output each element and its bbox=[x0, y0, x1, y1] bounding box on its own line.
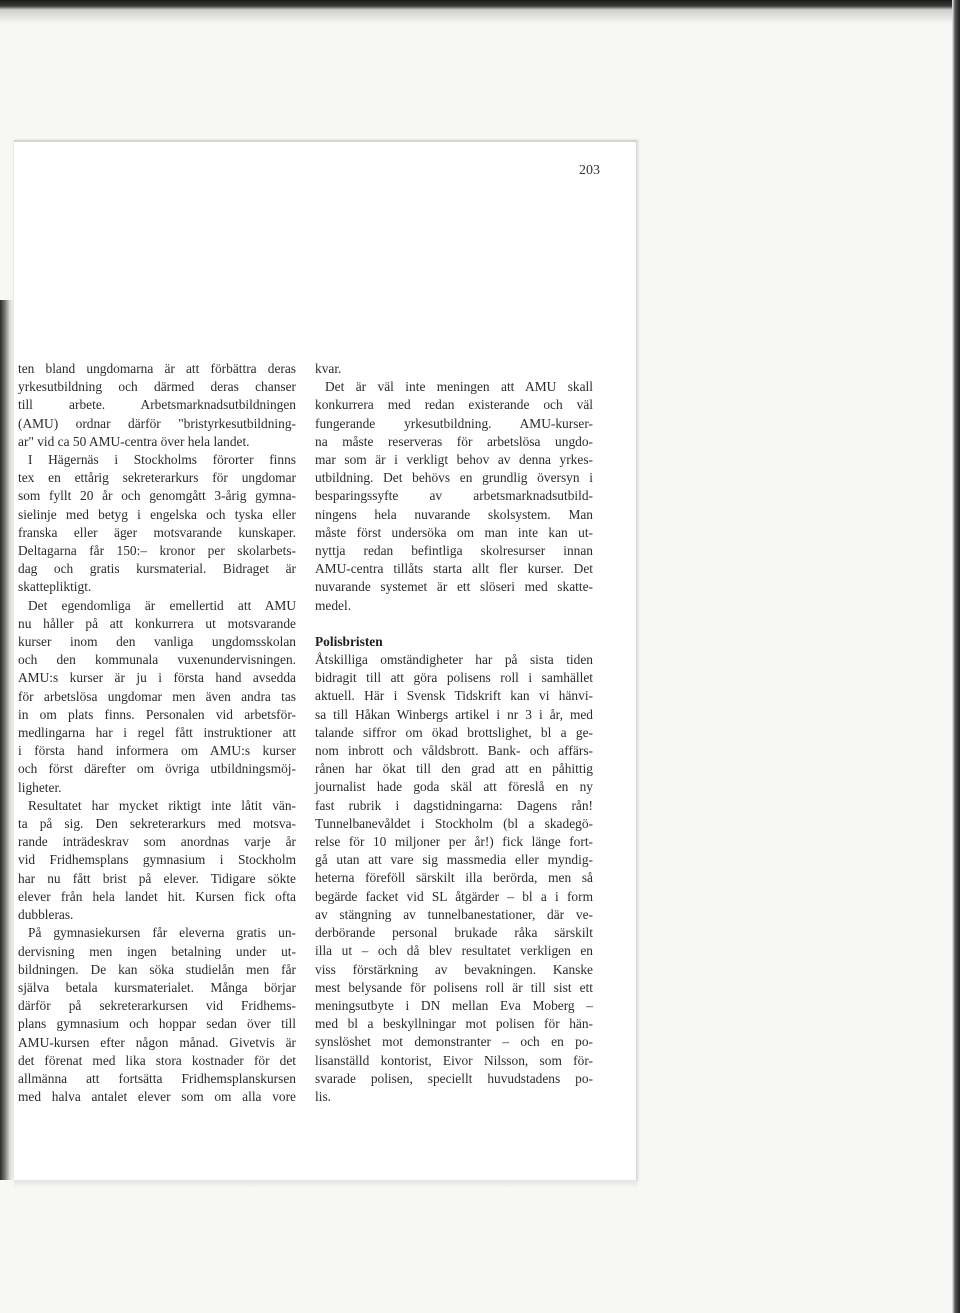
text-line: ten bland ungdomarna är att förbättra deras bbox=[18, 361, 296, 376]
text-line: franska eller äger motsvarande kunskaper. bbox=[18, 524, 296, 540]
text-line: ligheter. bbox=[18, 779, 62, 795]
text-line: Det egendomliga är emellertid att AMU bbox=[28, 597, 296, 613]
text-line: rande inträdeskrav som anordnas varje år bbox=[18, 834, 296, 850]
text-line: svarade polisen, speciellt huvudstadens po- bbox=[315, 1070, 593, 1086]
text-line: derbörande personal brukade råka särskilt bbox=[315, 925, 593, 941]
text-line: ningens hela nuvarande skolsystem. Man bbox=[315, 506, 593, 522]
text-line: till arbete. Arbetsmarknadsutbildningen bbox=[18, 397, 296, 413]
text-line: skattepliktigt. bbox=[18, 579, 92, 595]
right-text-column bbox=[315, 360, 593, 1106]
text-line: därför på sekreterarkursen vid Fridhems- bbox=[18, 998, 296, 1014]
text-line: tex en ettårig sekreterarkurs för ungdomar bbox=[18, 470, 296, 486]
section-body bbox=[315, 651, 593, 1106]
text-line: relse för 10 miljoner per år!) fick länge fort- bbox=[315, 834, 593, 850]
text-line: som fyllt 20 år och genomgått 3-årig gymna- bbox=[18, 488, 296, 504]
text-line: I Hägernäs i Stockholms förorter finns bbox=[28, 452, 296, 468]
text-line: Resultatet har mycket riktigt inte låtit vän- bbox=[28, 797, 296, 813]
text-line: och först därefter om övriga utbildningsmöj- bbox=[18, 761, 296, 777]
text-line: AMU:s kurser är ju i första hand avsedda bbox=[18, 670, 296, 686]
text-line: illa ut – och då blev resultatet verkligen en bbox=[315, 943, 593, 959]
text-line: i första hand informera om AMU:s kurser bbox=[18, 743, 296, 759]
text-line: måste först undersöka om man inte kan ut- bbox=[315, 524, 593, 540]
text-line: vid Fridhemsplans gymnasium i Stockholm bbox=[18, 852, 296, 868]
text-line: och den kommunala vuxenundervisningen. bbox=[18, 652, 296, 668]
text-line: meningsutbyte i DN mellan Eva Moberg – bbox=[315, 997, 593, 1013]
page-right-border bbox=[636, 140, 638, 1180]
page-number: 203 bbox=[579, 163, 600, 178]
text-line: viss förstärkning av bevakningen. Kanske bbox=[315, 961, 593, 977]
scanner-top-edge bbox=[0, 0, 960, 10]
text-line: med halva antalet elever som om alla vore bbox=[18, 1089, 296, 1105]
text-line: med bl a beskyllningar mot polisen för hän- bbox=[315, 1016, 593, 1032]
text-line: talande siffror om ökad brottslighet, bl a ge- bbox=[315, 724, 593, 740]
text-line: för arbetslösa ungdomar men även andra tas bbox=[18, 688, 296, 704]
text-line: fungerande yrkesutbildning. AMU-kurser- bbox=[315, 415, 593, 431]
text-line: har nu fått brist på elever. Tidigare sökte bbox=[18, 870, 296, 886]
text-line: själva betala kursmaterialet. Många börjar bbox=[18, 979, 296, 995]
scanner-right-edge bbox=[952, 0, 960, 1313]
text-line: yrkesutbildning och därmed deras chanser bbox=[18, 379, 296, 395]
text-line: besparingssyfte av arbetsmarknadsutbild- bbox=[315, 488, 593, 504]
text-line: mest belysande för polisens roll är till sist ett bbox=[315, 979, 593, 995]
text-line: kvar. bbox=[315, 361, 342, 376]
text-line: AMU-centra tillåts starta allt fler kurser. Det bbox=[315, 561, 593, 577]
text-line: heterna föreföll särskilt illa berörda, men så bbox=[315, 870, 593, 886]
text-line: lis. bbox=[315, 1088, 331, 1104]
left-text-column bbox=[18, 360, 296, 1106]
text-line: allmänna att fortsätta Fridhemsplanskursen bbox=[18, 1070, 296, 1086]
text-line: bildningen. De kan söka studielån men får bbox=[18, 961, 296, 977]
text-line: Deltagarna får 150:– kronor per skolarbets- bbox=[18, 543, 296, 559]
text-line: På gymnasiekursen får eleverna gratis un- bbox=[28, 925, 296, 941]
text-line: (AMU) ordnar därför "bristyrkesutbildning- bbox=[18, 415, 296, 431]
scanner-top-shadow bbox=[0, 10, 960, 24]
text-line: begärde facket vid SL åtgärder – bl a i form bbox=[315, 888, 593, 904]
text-line: nom inbrott och våldsbrott. Bank- och affärs- bbox=[315, 743, 593, 759]
text-line: Det är väl inte meningen att AMU skall bbox=[325, 379, 593, 395]
text-line: ar" vid ca 50 AMU-centra över hela landet. bbox=[18, 433, 250, 449]
text-line: sa till Håkan Winbergs artikel i nr 3 i år, med bbox=[315, 706, 593, 722]
text-line: sielinje med betyg i engelska och tyska eller bbox=[18, 506, 296, 522]
text-line: lisanställd kontorist, Eivor Nilsson, som för- bbox=[315, 1052, 593, 1068]
text-line: synslöshet mot demonstranter – och en po- bbox=[315, 1034, 593, 1050]
text-line: kurser inom den vanliga ungdomsskolan bbox=[18, 634, 296, 650]
text-line: nu håller på att konkurrera ut motsvarande bbox=[18, 615, 296, 631]
text-line: konkurrera med redan existerande och väl bbox=[315, 397, 593, 413]
text-line: aktuell. Här i Svensk Tidskrift kan vi hänvi- bbox=[315, 688, 593, 704]
text-line: rånen har ökat till den grad att en påhittig bbox=[315, 761, 593, 777]
text-line: medlingarna har i regel fått instruktioner att bbox=[18, 725, 296, 741]
text-line: medel. bbox=[315, 597, 352, 613]
book-gutter-shadow bbox=[0, 300, 14, 1180]
text-line: utbildning. Det behövs en grundlig översyn i bbox=[315, 470, 593, 486]
section-heading: Polisbristen bbox=[315, 633, 383, 649]
text-line: plans gymnasium och hoppar sedan över till bbox=[18, 1016, 296, 1032]
text-line: elever från hela landet hit. Kursen fick ofta bbox=[18, 888, 296, 904]
page-top-border bbox=[14, 140, 638, 142]
text-line: det förenat med lika stora kostnader för det bbox=[18, 1052, 296, 1068]
text-line: Åtskilliga omständigheter har på sista tiden bbox=[315, 652, 593, 668]
text-line: dubbleras. bbox=[18, 907, 74, 923]
page-bottom-shadow bbox=[14, 1180, 638, 1188]
text-line: mar som är i verkligt behov av denna yrkes- bbox=[315, 452, 593, 468]
text-line: na måste reserveras för arbetslösa ungdo- bbox=[315, 433, 593, 449]
text-line: ta på sig. Den sekreterarkurs med motsva- bbox=[18, 816, 296, 832]
text-line: AMU-kursen efter någon månad. Givetvis är bbox=[18, 1034, 296, 1050]
text-line: dervisning men ingen betalning under ut- bbox=[18, 943, 296, 959]
text-line: Tunnelbanevåldet i Stockholm (bl a skadegö- bbox=[315, 815, 593, 831]
text-line: gå utan att vare sig massmedia eller myndig- bbox=[315, 852, 593, 868]
text-line: fast rubrik i dagstidningarna: Dagens rån! bbox=[315, 797, 593, 813]
text-line: nyttja redan befintliga skolresurser innan bbox=[315, 543, 593, 559]
text-line: av stängning av tunnelbanestationer, där ve- bbox=[315, 906, 593, 922]
text-line: journalist hade goda skäl att föreslå en ny bbox=[315, 779, 593, 795]
text-line: bidragit till att göra polisens roll i samhället bbox=[315, 670, 593, 686]
text-line: nuvarande systemet är ett slöseri med skatte- bbox=[315, 579, 593, 595]
text-line: in om plats finns. Personalen vid arbetsför- bbox=[18, 706, 296, 722]
text-line: dag och gratis kursmaterial. Bidraget är bbox=[18, 561, 296, 577]
right-column-paragraphs bbox=[315, 360, 593, 615]
